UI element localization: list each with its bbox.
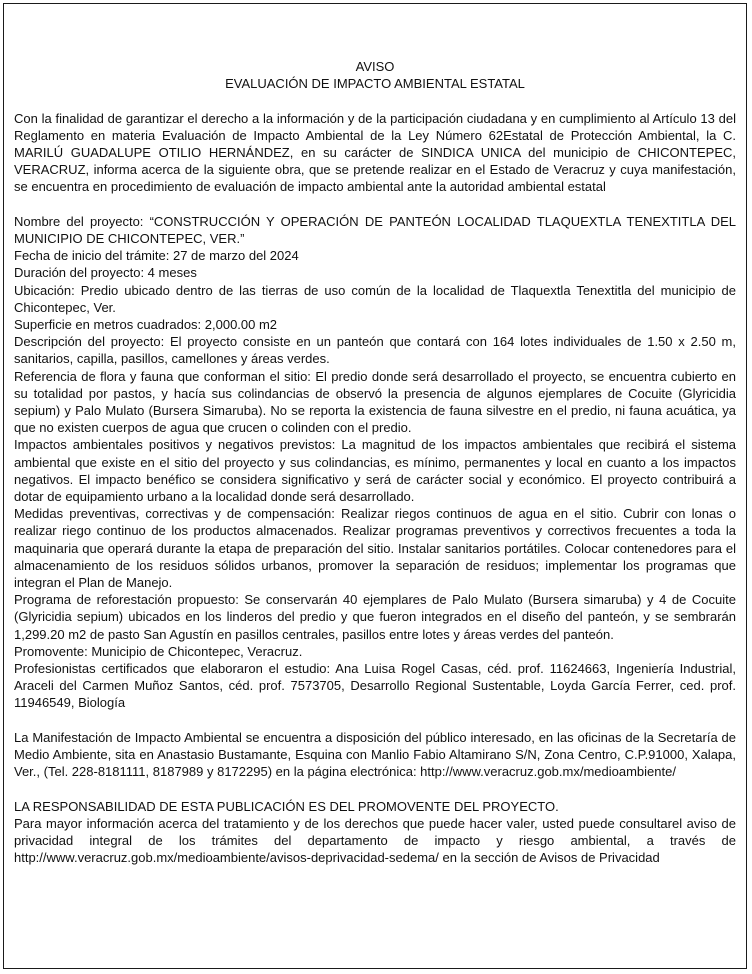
flora-fauna: Referencia de flora y fauna que conforman el sitio: El predio donde será desarrollado el proyecto, se encuentra cubierto en su totalidad por pastos, y hacía sus colindancias de observó la presencia de algunos ejemplares de Cocuite (Glyricidia sepium) y Palo Mulato (Bursera Simaruba). No se reporta la existencia de fauna silvestre en el predio, ni fauna acuática, ya que no existen cuerpos de agua que crucen o colinden con el predio. [14,368,736,436]
notice-content [14,58,736,866]
reforestation-program: Programa de reforestación propuesto: Se conservarán 40 ejemplares de Palo Mulato (Bursera simaruba) y 4 de Cocuite (Glyricidia sepium) ubicados en los linderos del predio y que fueron integrados en el diseño del panteón, y se sembrarán 1,299.20 m2 de pasto San Agustín en pasillos centrales, pasillos entre lotes y áreas verdes del panteón. [14,592,736,642]
notice-heading: AVISO [355,59,395,74]
availability-paragraph: La Manifestación de Impacto Ambiental se encuentra a disposición del público interesado, en las oficinas de la Secretaría de Medio Ambiente, sita en Anastasio Bustamante, Esquina con Manlio Fabio Altamirano S/N, Zona Centro, C.P.91000, Xalapa, Ver., (Tel. 228-8181111, 8187989 y 8172295) en la página electrónica: http://www.veracruz.gob.mx/medioambiente/ [14,729,736,780]
notice-subheading: EVALUACIÓN DE IMPACTO AMBIENTAL ESTATAL [225,76,525,92]
privacy-paragraph: Para mayor información acerca del tratamiento y de los derechos que puede hacer valer, usted puede consultarel aviso de privacidad integral de los trámites del departamento de impacto y riesgo ambiental, a través de http://www.veracruz.gob.mx/medioambiente/avisos-deprivacidad-sedema/ en la sección de Avisos de Privacidad [14,815,736,866]
preventive-measures: Medidas preventivas, correctivas y de compensación: Realizar riegos continuos de agua en el sitio. Cubrir con lonas o realizar riego continuo de los productos almacenados. Realizar programas preventivos y correctivos frecuentes a toda la maquinaria que operará durante la etapa de preparación del sitio. Instalar sanitarios portátiles. Colocar contenedores para el almacenamiento de los residuos sólidos urbanos, promover la separación de residuos; implementar los programas que integran el Plan de Manejo. [14,506,736,591]
project-description: Descripción del proyecto: El proyecto consiste en un panteón que contará con 164 lotes individuales de 1.50 x 2.50 m, sanitarios, capilla, pasillos, camellones y áreas verdes. [14,334,736,367]
promoter: Promovente: Municipio de Chicontepec, Veracruz. [14,643,303,659]
project-surface: Superficie en metros cuadrados: 2,000.00 m2 [14,317,278,333]
project-name: Nombre del proyecto: “CONSTRUCCIÓN Y OPERACIÓN DE PANTEÓN LOCALIDAD TLAQUEXTLA TENEXTITLA DEL MUNICIPIO DE CHICONTEPEC, VER.” [14,213,736,246]
start-date: Fecha de inicio del trámite: 27 de marzo del 2024 [14,248,299,264]
project-duration: Duración del proyecto: 4 meses [14,265,197,281]
responsibility-statement: LA RESPONSABILIDAD DE ESTA PUBLICACIÓN ES DEL PROMOVENTE DEL PROYECTO. [14,798,559,814]
certified-professionals: Profesionistas certificados que elaboraron el estudio: Ana Luisa Rogel Casas, céd. prof. 11624663, Ingeniería Industrial, Araceli del Carmen Muñoz Santos, céd. prof. 7573705, Desarrollo Regional Sustentable, Loyda García Ferrer, ced. prof. 11946549, Biología [14,661,736,711]
environmental-impacts: Impactos ambientales positivos y negativos previstos: La magnitud de los impactos ambientales que recibirá el sistema ambiental que existe en el sitio del proyecto y sus colindancias, es mínimo, permanentes y local en cuanto a los impactos negativos. El impacto benéfico se considera significativo y será de carácter social y económico. El proyecto contribuirá a dotar de equipamiento urbano a la localidad donde será desarrollado. [14,437,736,505]
project-location: Ubicación: Predio ubicado dentro de las tierras de uso común de la localidad de Tlaquextla Tenextitla del municipio de Chicontepec, Ver. [14,282,736,315]
intro-paragraph: Con la finalidad de garantizar el derecho a la información y de la participación ciudadana y en cumplimiento al Artículo 13 del Reglamento en materia Evaluación de Impacto Ambiental de la Ley Número 62Estatal de Protección Ambiental, la C. MARILÚ GUADALUPE OTILIO HERNÁNDEZ, en su carácter de SINDICA UNICA del municipio de CHICONTEPEC, VERACRUZ, informa acerca de la siguiente obra, que se pretende realizar en el Estado de Veracruz y cuya manifestación, se encuentra en procedimiento de evaluación de impacto ambiental ante la autoridad ambiental estatal [14,110,736,195]
